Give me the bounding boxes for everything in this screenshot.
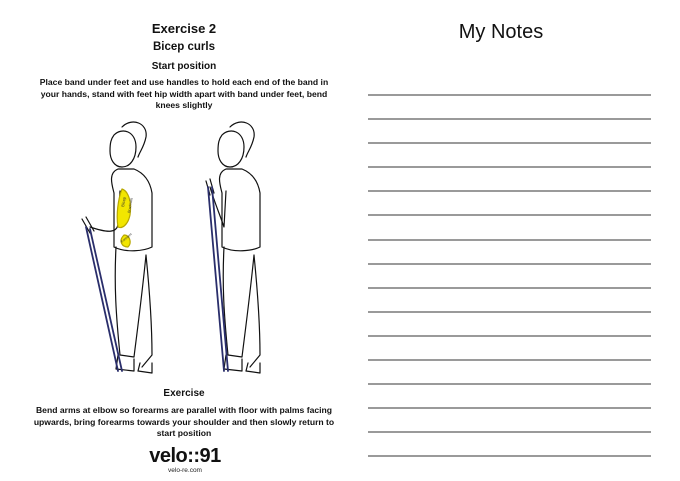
muscle-label-forearm: Forearm xyxy=(120,232,133,244)
brand-block xyxy=(135,446,235,475)
note-line xyxy=(368,383,651,407)
figure-1-legs xyxy=(115,247,152,367)
figure-2-legs xyxy=(223,247,260,367)
note-line xyxy=(368,142,651,166)
notes-lines xyxy=(368,94,651,480)
exercise-heading: Exercise xyxy=(163,388,205,399)
note-line xyxy=(368,263,651,287)
note-line xyxy=(368,166,651,190)
note-line xyxy=(368,118,651,142)
notes-title: My Notes xyxy=(458,21,544,43)
start-position-description: Place band under feet and use handles to hold each end of the band in your hands, stand with feet hip width apart with band under feet, bend knees slightly xyxy=(39,77,329,110)
figure-1-handle xyxy=(82,217,94,233)
exercise-description: Bend arms at elbow so forearms are parallel with floor with palms facing upwards, bring forearms towards your shoulder and then slowly return to start position xyxy=(33,405,335,438)
note-line xyxy=(368,359,651,383)
figure-1-ponytail xyxy=(122,122,146,157)
note-line xyxy=(368,214,651,238)
exercise-illustration xyxy=(60,115,270,380)
brand-url: velo-re.com xyxy=(168,467,202,474)
exercise-name: Bicep curls xyxy=(153,41,215,53)
muscle-label-brachialis: Brachialis xyxy=(127,197,134,214)
note-line xyxy=(368,94,651,118)
note-line xyxy=(368,190,651,214)
start-position-heading: Start position xyxy=(151,61,217,72)
note-line xyxy=(368,287,651,311)
note-line xyxy=(368,455,651,479)
note-line xyxy=(368,311,651,335)
note-line xyxy=(368,335,651,359)
figure-2-shoes xyxy=(224,355,260,373)
note-line xyxy=(368,431,651,455)
figure-1-head xyxy=(110,131,136,167)
brand-logo: velo::91 xyxy=(149,445,221,467)
figure-2-head xyxy=(218,131,244,167)
figure-1-arm xyxy=(90,191,120,231)
muscle-label-bicep: Bicep xyxy=(120,196,127,208)
exercise-title: Exercise 2 xyxy=(151,21,217,36)
note-line xyxy=(368,407,651,431)
figure-2-torso xyxy=(220,169,261,251)
figure-2-ponytail xyxy=(230,122,254,157)
note-line xyxy=(368,239,651,263)
